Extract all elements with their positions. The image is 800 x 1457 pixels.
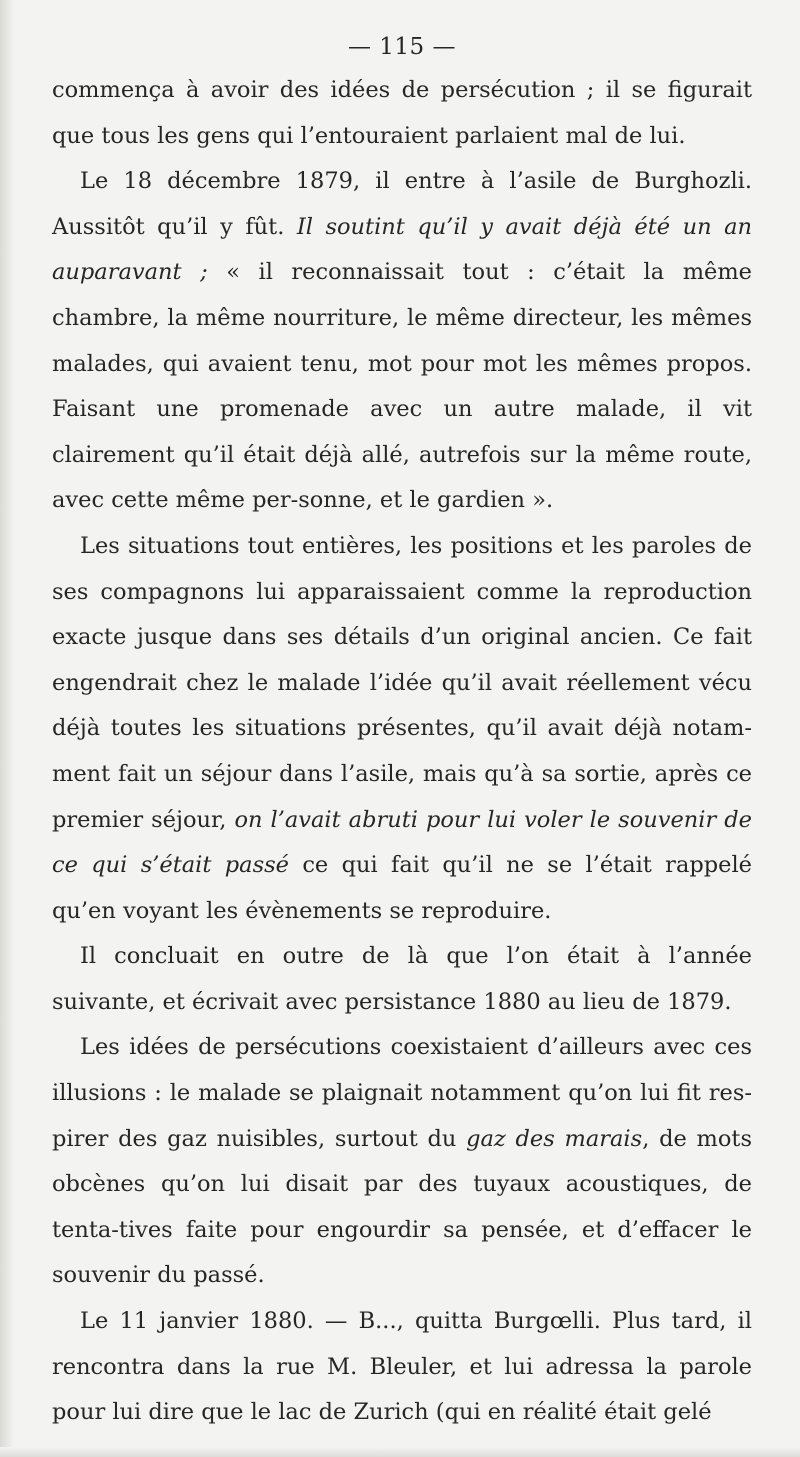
paragraph bbox=[52, 934, 752, 1025]
text-segment: ce qui fait qu’il ne se l’était rappelé qu’en voyant les évènements se reproduire. bbox=[52, 852, 752, 924]
text-segment: Il concluait en outre de là que l’on était à l’année suivante, et écrivait avec persistance 1880 au lieu de 1879. bbox=[52, 943, 752, 1015]
paragraph bbox=[52, 159, 752, 524]
scan-edge-shadow bbox=[0, 0, 14, 1457]
page-number: — 115 — bbox=[347, 34, 457, 60]
text-segment: Le 11 janvier 1880. — B..., quitta Burgœlli. Plus tard, il rencontra dans la rue M. Bleuler, et lui adressa la parole pour lui dire que le lac de Zurich (qui en réalité était gelé bbox=[52, 1308, 752, 1426]
paragraph bbox=[52, 68, 752, 159]
text-segment: commença à avoir des idées de persécution ; il se figurait que tous les gens qui l’entouraient parlaient mal de lui. bbox=[52, 77, 752, 149]
body-text bbox=[52, 68, 752, 1436]
paragraph bbox=[52, 1025, 752, 1299]
italic-text-segment: gaz des marais bbox=[466, 1125, 643, 1152]
paragraph bbox=[52, 1299, 752, 1436]
text-segment: Les situations tout entières, les positions et les paroles de ses compagnons lui apparaissaient comme la reproduction exacte jusque dans ses détails d’un original ancien. Ce fait engendrait chez le malade l’idée qu’il avait réellement vécu déjà toutes les situations présentes, qu’il avait déjà notam-ment fait un séjour dans l’asile, mais qu’à sa sortie, après ce premier séjour, bbox=[52, 532, 752, 833]
text-segment: Le 18 décembre 1879, il entre à l’asile de Burghozli. Aussitôt qu’il y fût. bbox=[52, 168, 752, 240]
text-segment: , de mots obcènes qu’on lui disait par des tuyaux acoustiques, de tenta-tives faite pour engourdir sa pensée, et d’effacer le souvenir du passé. bbox=[52, 1125, 752, 1289]
scan-bottom-edge bbox=[0, 1447, 800, 1457]
book-page bbox=[52, 30, 752, 1430]
italic-text-segment: on l’avait abruti pour lui voler le souvenir de ce qui s’était passé bbox=[52, 806, 752, 879]
text-segment: Les idées de persécutions coexistaient d’ailleurs avec ces illusions : le malade se plaignait notamment qu’on lui fit res-pirer des gaz nuisibles, surtout du bbox=[52, 1034, 752, 1152]
paragraph bbox=[52, 524, 752, 934]
text-segment: « il reconnaissait tout : c’était la même chambre, la même nourriture, le même directeur, les mêmes malades, qui avaient tenu, mot pour mot les mêmes propos. Faisant une promenade avec un autre malade, il vit clairement qu’il était déjà allé, autrefois sur la même route, avec cette même per-sonne, et le gardien ». bbox=[52, 259, 752, 514]
italic-text-segment: Il soutint qu’il y avait déjà été un an auparavant ; bbox=[52, 213, 752, 286]
